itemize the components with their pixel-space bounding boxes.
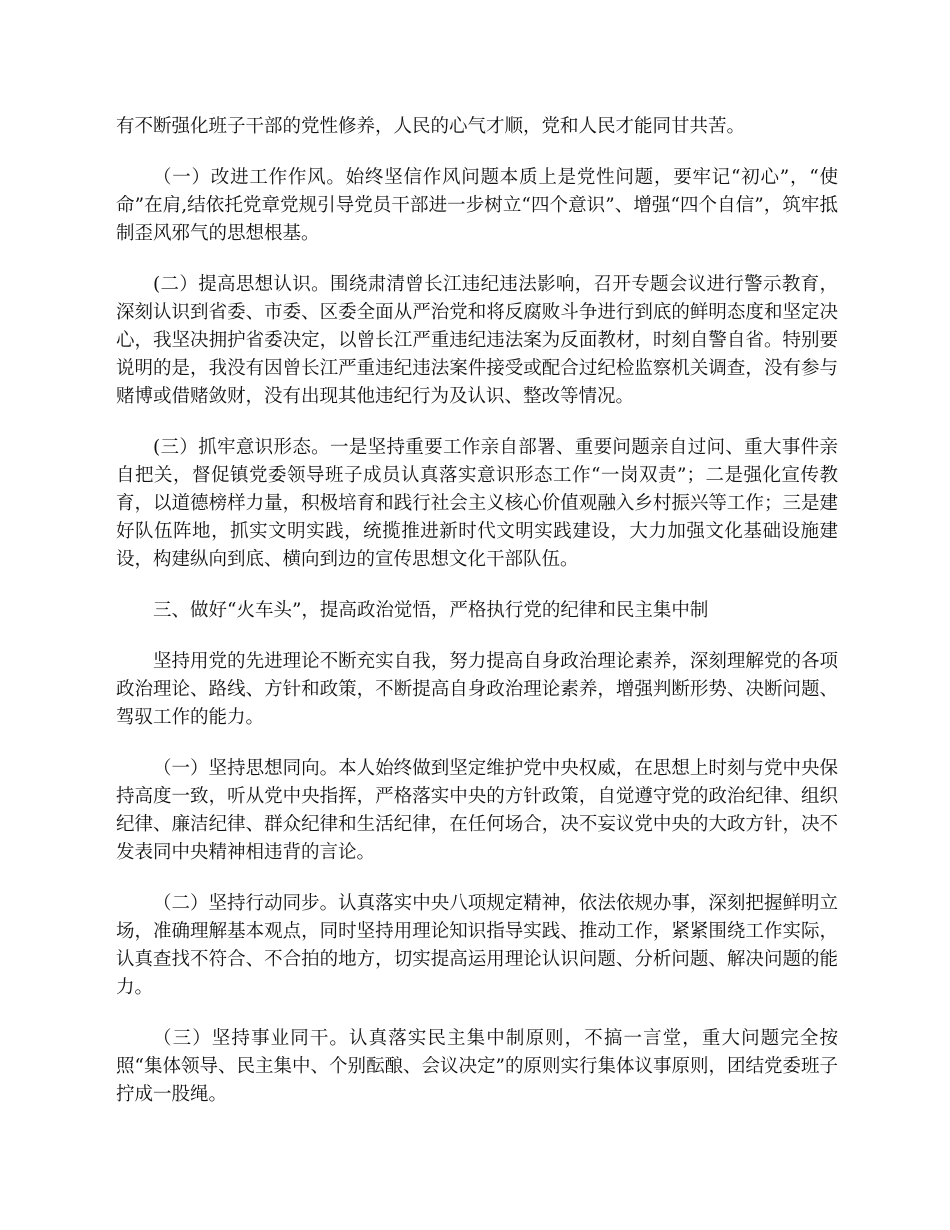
paragraph-thought-alignment: （一）坚持思想同向。本人始终做到坚定维护党中央权威，在思想上时刻与党中央保持高度一致，听从党中央指挥，严格落实中央的方针政策，自觉遵守党的政治纪律、组织纪律、廉洁纪律、群众纪律和生活纪律，在任何场合，决不妄议党中央的大政方针，决不发表同中央精神相违背的言论。: [116, 758, 838, 863]
paragraph-ideology: (三）抓牢意识形态。一是坚持重要工作亲自部署、重要问题亲自过问、重大事件亲自把关，督促镇党委领导班子成员认真落实意识形态工作“一岗双责”；二是强化宣传教育，以道德榜样力量，积极培育和践行社会主义核心价值观融入乡村振兴等工作；三是建好队伍阵地，抓实文明实践，统揽推进新时代文明实践建设，大力加强文化基础设施建设，构建纵向到底、横向到边的宣传思想文化干部队伍。: [116, 437, 838, 570]
paragraph-theory: 坚持用党的先进理论不断充实自我，努力提高自身政治理论素养，深刻理解党的各项政治理论、路线、方针和政策，不断提高自身政治理论素养，增强判断形势、决断问题、驾驭工作的能力。: [116, 651, 838, 728]
paragraph-improve-work-style: （一）改进工作作风。始终坚信作风问题本质上是党性问题，要牢记“初心”，“使命”在肩,结依托党章党规引导党员干部进一步树立“四个意识”、增强“四个自信”，筑牢抵制歪风邪气的思想根基。: [116, 167, 838, 244]
paragraph-continuation: 有不断强化班子干部的党性修养，人民的心气才顺，党和人民才能同甘共苦。: [116, 116, 746, 137]
paragraph-raise-awareness: (二）提高思想认识。围绕肃清曾长江违纪违法影响，召开专题会议进行警示教育，深刻认识到省委、市委、区委全面从严治党和将反腐败斗争进行到底的鲜明态度和坚定决心，我坚决拥护省委决定，以曾长江严重违纪违法案为反面教材，时刻自警自省。特别要说明的是，我没有因曾长江严重违纪违法案件接受或配合过纪检监察机关调查，没有参与赌博或借赌敛财，没有出现其他违纪行为及认识、整改等情况。: [116, 274, 838, 407]
paragraph-shared-cause: （三）坚持事业同干。认真落实民主集中制原则，不搞一言堂，重大问题完全按照“集体领导、民主集中、个别酝酿、会议决定”的原则实行集体议事原则，团结党委班子拧成一股绳。: [116, 1028, 838, 1105]
paragraph-action-alignment: （二）坚持行动同步。认真落实中央八项规定精神，依法依规办事，深刻把握鲜明立场，准确理解基本观点，同时坚持用理论知识指导实践、推动工作，紧紧围绕工作实际，认真查找不符合、不合拍的地方，切实提高运用理论认识问题、分析问题、解决问题的能力。: [116, 893, 838, 998]
section-heading-three: 三、做好“火车头”，提高政治觉悟，严格执行党的纪律和民主集中制: [153, 600, 709, 621]
document-body: [116, 113, 838, 1132]
